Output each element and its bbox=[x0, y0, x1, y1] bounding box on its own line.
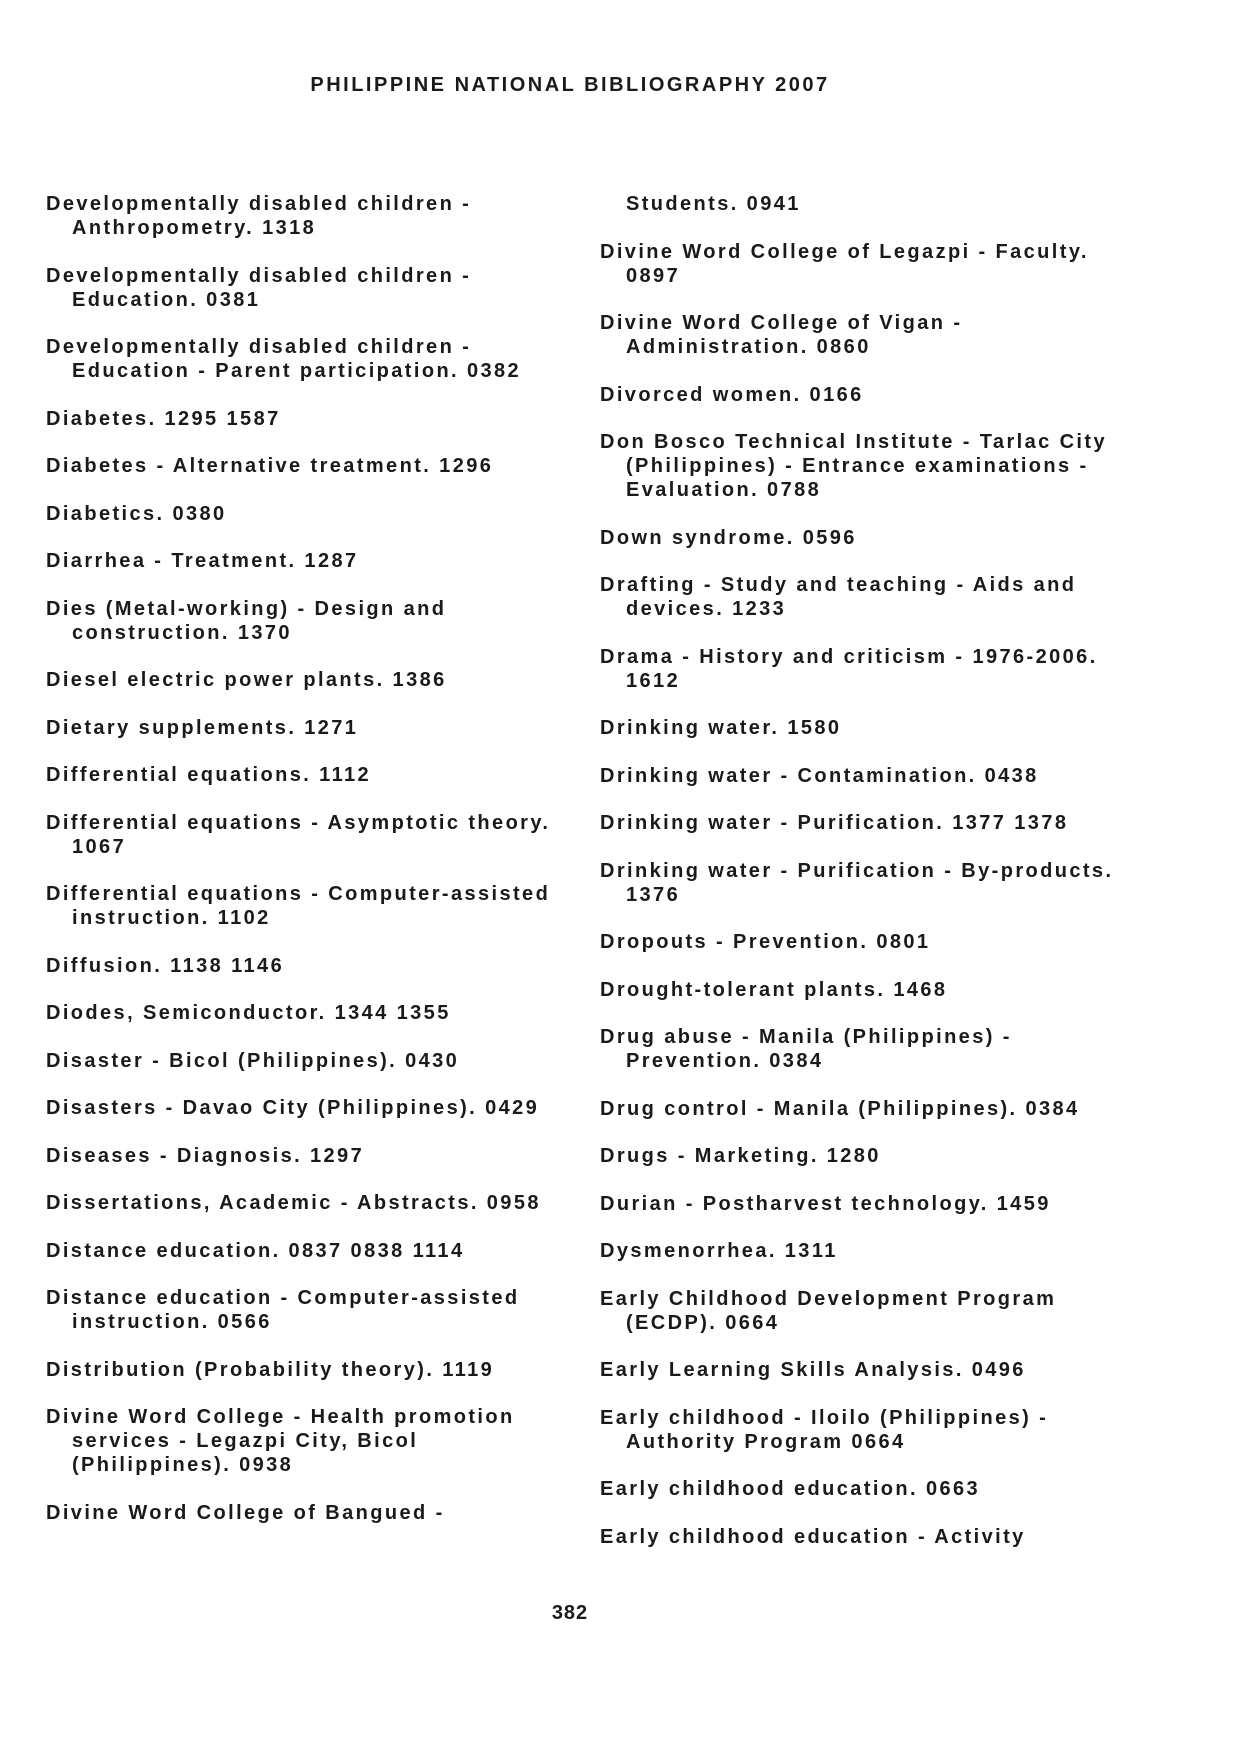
index-entry: Durian - Postharvest technology. 1459 bbox=[600, 1192, 1051, 1215]
index-entry: Developmentally disabled children - Education. 0381 bbox=[46, 264, 472, 311]
index-entry: Drought-tolerant plants. 1468 bbox=[600, 978, 948, 1001]
index-entry: Diseases - Diagnosis. 1297 bbox=[46, 1144, 365, 1167]
index-entry: Drug abuse - Manila (Philippines) - Prevention. 0384 bbox=[600, 1026, 1012, 1072]
index-entry: Disasters - Davao City (Philippines). 0429 bbox=[46, 1097, 540, 1119]
left-column bbox=[46, 192, 566, 1548]
index-entry: Distribution (Probability theory). 1119 bbox=[46, 1358, 495, 1381]
index-entry: Early childhood education - Activity bbox=[600, 1525, 1026, 1548]
index-entry: Drama - History and criticism - 1976-2006. 1612 bbox=[600, 645, 1098, 692]
index-entry: Diffusion. 1138 1146 bbox=[46, 954, 285, 977]
index-entry: Dropouts - Prevention. 0801 bbox=[600, 931, 931, 953]
index-entry: Differential equations. 1112 bbox=[46, 764, 372, 786]
index-entry: Dietary supplements. 1271 bbox=[46, 716, 359, 739]
index-entry: Drug control - Manila (Philippines). 0384 bbox=[600, 1097, 1080, 1120]
index-entry: Drinking water - Purification. 1377 1378 bbox=[600, 812, 1069, 834]
index-entry: Differential equations - Asymptotic theory. 1067 bbox=[46, 811, 551, 858]
index-entry: Diesel electric power plants. 1386 bbox=[46, 669, 447, 691]
continued-entry: Students. 0941 bbox=[626, 193, 801, 215]
index-entry: Diabetes. 1295 1587 bbox=[46, 407, 281, 430]
index-entry: Diodes, Semiconductor. 1344 1355 bbox=[46, 1002, 451, 1024]
index-entry: Dissertations, Academic - Abstracts. 0958 bbox=[46, 1192, 541, 1214]
page-number: 382 bbox=[551, 1602, 589, 1624]
index-entry: Diarrhea - Treatment. 1287 bbox=[46, 550, 359, 572]
index-entry: Diabetes - Alternative treatment. 1296 bbox=[46, 455, 494, 477]
index-entry: Drinking water - Contamination. 0438 bbox=[600, 764, 1039, 787]
index-entry: Down syndrome. 0596 bbox=[600, 526, 857, 549]
index-entry: Diabetics. 0380 bbox=[46, 502, 227, 525]
index-entry: Developmentally disabled children - Education - Parent participation. 0382 bbox=[46, 336, 522, 382]
index-entry: Divine Word College - Health promotion services - Legazpi City, Bicol (Philippines). 0938 bbox=[46, 1406, 515, 1476]
index-entry: Dies (Metal-working) - Design and construction. 1370 bbox=[46, 597, 447, 644]
index-entry: Drinking water. 1580 bbox=[600, 717, 842, 739]
index-entry: Drugs - Marketing. 1280 bbox=[600, 1145, 881, 1167]
index-entry: Differential equations - Computer-assisted instruction. 1102 bbox=[46, 883, 551, 929]
index-entry: Distance education - Computer-assisted instruction. 0566 bbox=[46, 1287, 520, 1333]
index-entry: Divine Word College of Vigan - Administration. 0860 bbox=[600, 312, 963, 358]
index-entry: Early Childhood Development Program (ECDP). 0664 bbox=[600, 1287, 1057, 1334]
right-column bbox=[600, 192, 1140, 1572]
index-entry: Divine Word College of Bangued - bbox=[46, 1501, 445, 1524]
index-entry: Drinking water - Purification - By-products. 1376 bbox=[600, 859, 1114, 906]
index-entry: Developmentally disabled children - Anthropometry. 1318 bbox=[46, 193, 472, 239]
page-header: PHILIPPINE NATIONAL BIBLIOGRAPHY 2007 bbox=[310, 74, 830, 96]
index-entry: Early Learning Skills Analysis. 0496 bbox=[600, 1359, 1026, 1381]
index-entry: Dysmenorrhea. 1311 bbox=[600, 1240, 838, 1262]
index-entry: Distance education. 0837 0838 1114 bbox=[46, 1239, 465, 1262]
index-entry: Disaster - Bicol (Philippines). 0430 bbox=[46, 1049, 460, 1072]
index-entry: Don Bosco Technical Institute - Tarlac City (Philippines) - Entrance examinations - Evaluation. 0788 bbox=[600, 431, 1107, 501]
index-entry: Early childhood education. 0663 bbox=[600, 1478, 981, 1500]
index-entry: Drafting - Study and teaching - Aids and devices. 1233 bbox=[600, 574, 1077, 620]
index-entry: Divorced women. 0166 bbox=[600, 383, 864, 406]
index-entry: Divine Word College of Legazpi - Faculty. 0897 bbox=[600, 240, 1089, 287]
index-entry: Early childhood - Iloilo (Philippines) - Authority Program 0664 bbox=[600, 1406, 1049, 1453]
